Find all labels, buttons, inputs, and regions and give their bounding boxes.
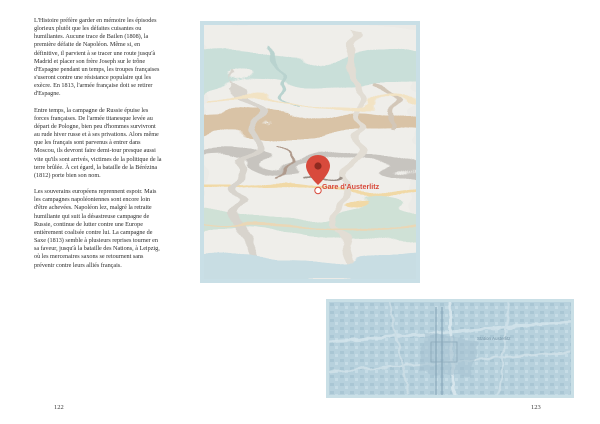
distorted-map-image: [204, 25, 416, 279]
paragraph-saxe: Les souverains européens reprennent espoir. Mais les campagnes napoléoniennes sont encore loin d'être achevées. Napoléon lez, malgré la retraite humiliante qui suit la désastreuse campagne de Russie, continue de lutter contre une Europe entièrement coalisée contre lui. La campagne de Saxe (1813) semble à plusieurs reprises tourner en sa faveur, jusqu'à la bataille des Nations, à Leipzig, où les mercenaires saxons se retournent sans prévenir contre leurs alliés français.: [34, 188, 160, 269]
station-label: Gare d'Austerlitz: [322, 182, 380, 191]
page-number-right: 123: [531, 404, 541, 411]
text-column: [34, 17, 162, 278]
station-dot-icon: [315, 187, 321, 193]
small-map: [326, 299, 574, 398]
right-page: [300, 0, 600, 424]
page-number-left: 122: [54, 404, 64, 411]
satellite-map-image: [329, 302, 571, 395]
main-map: [200, 21, 420, 283]
paragraph-bailen: L'Histoire préfère garder en mémoire les épisodes glorieux plutôt que les défaites cuisantes ou humiliantes. Aucune trace de Bailen (1808), la première défaite de Napoléon. Même si, en définitive, il parvient à se tracer une route jusqu'à Madrid et placer son frère Joseph sur le trône d'Espagne pendant un temps, les troupes françaises s'useront contre une résistance populaire qui les exècre. En 1813, l'armée française doit se retirer d'Espagne.: [34, 17, 160, 98]
paragraph-russie: Entre temps, la campagne de Russie épuise les forces françaises. De l'armée titanesque levée au départ de Pologne, bien peu d'hommes survivront au rude hiver russe et à ses privations. Alors même que les français sont parvenus à entrer dans Moscou, ils devront faire demi-tour presque aussi vite qu'ils sont arrivés, victimes de la politique de la terre brûlée. À cet égard, la bataille de la Bérézina (1812) porte bien son nom.: [34, 106, 162, 179]
small-map-label: Station Austerlitz: [477, 336, 511, 341]
